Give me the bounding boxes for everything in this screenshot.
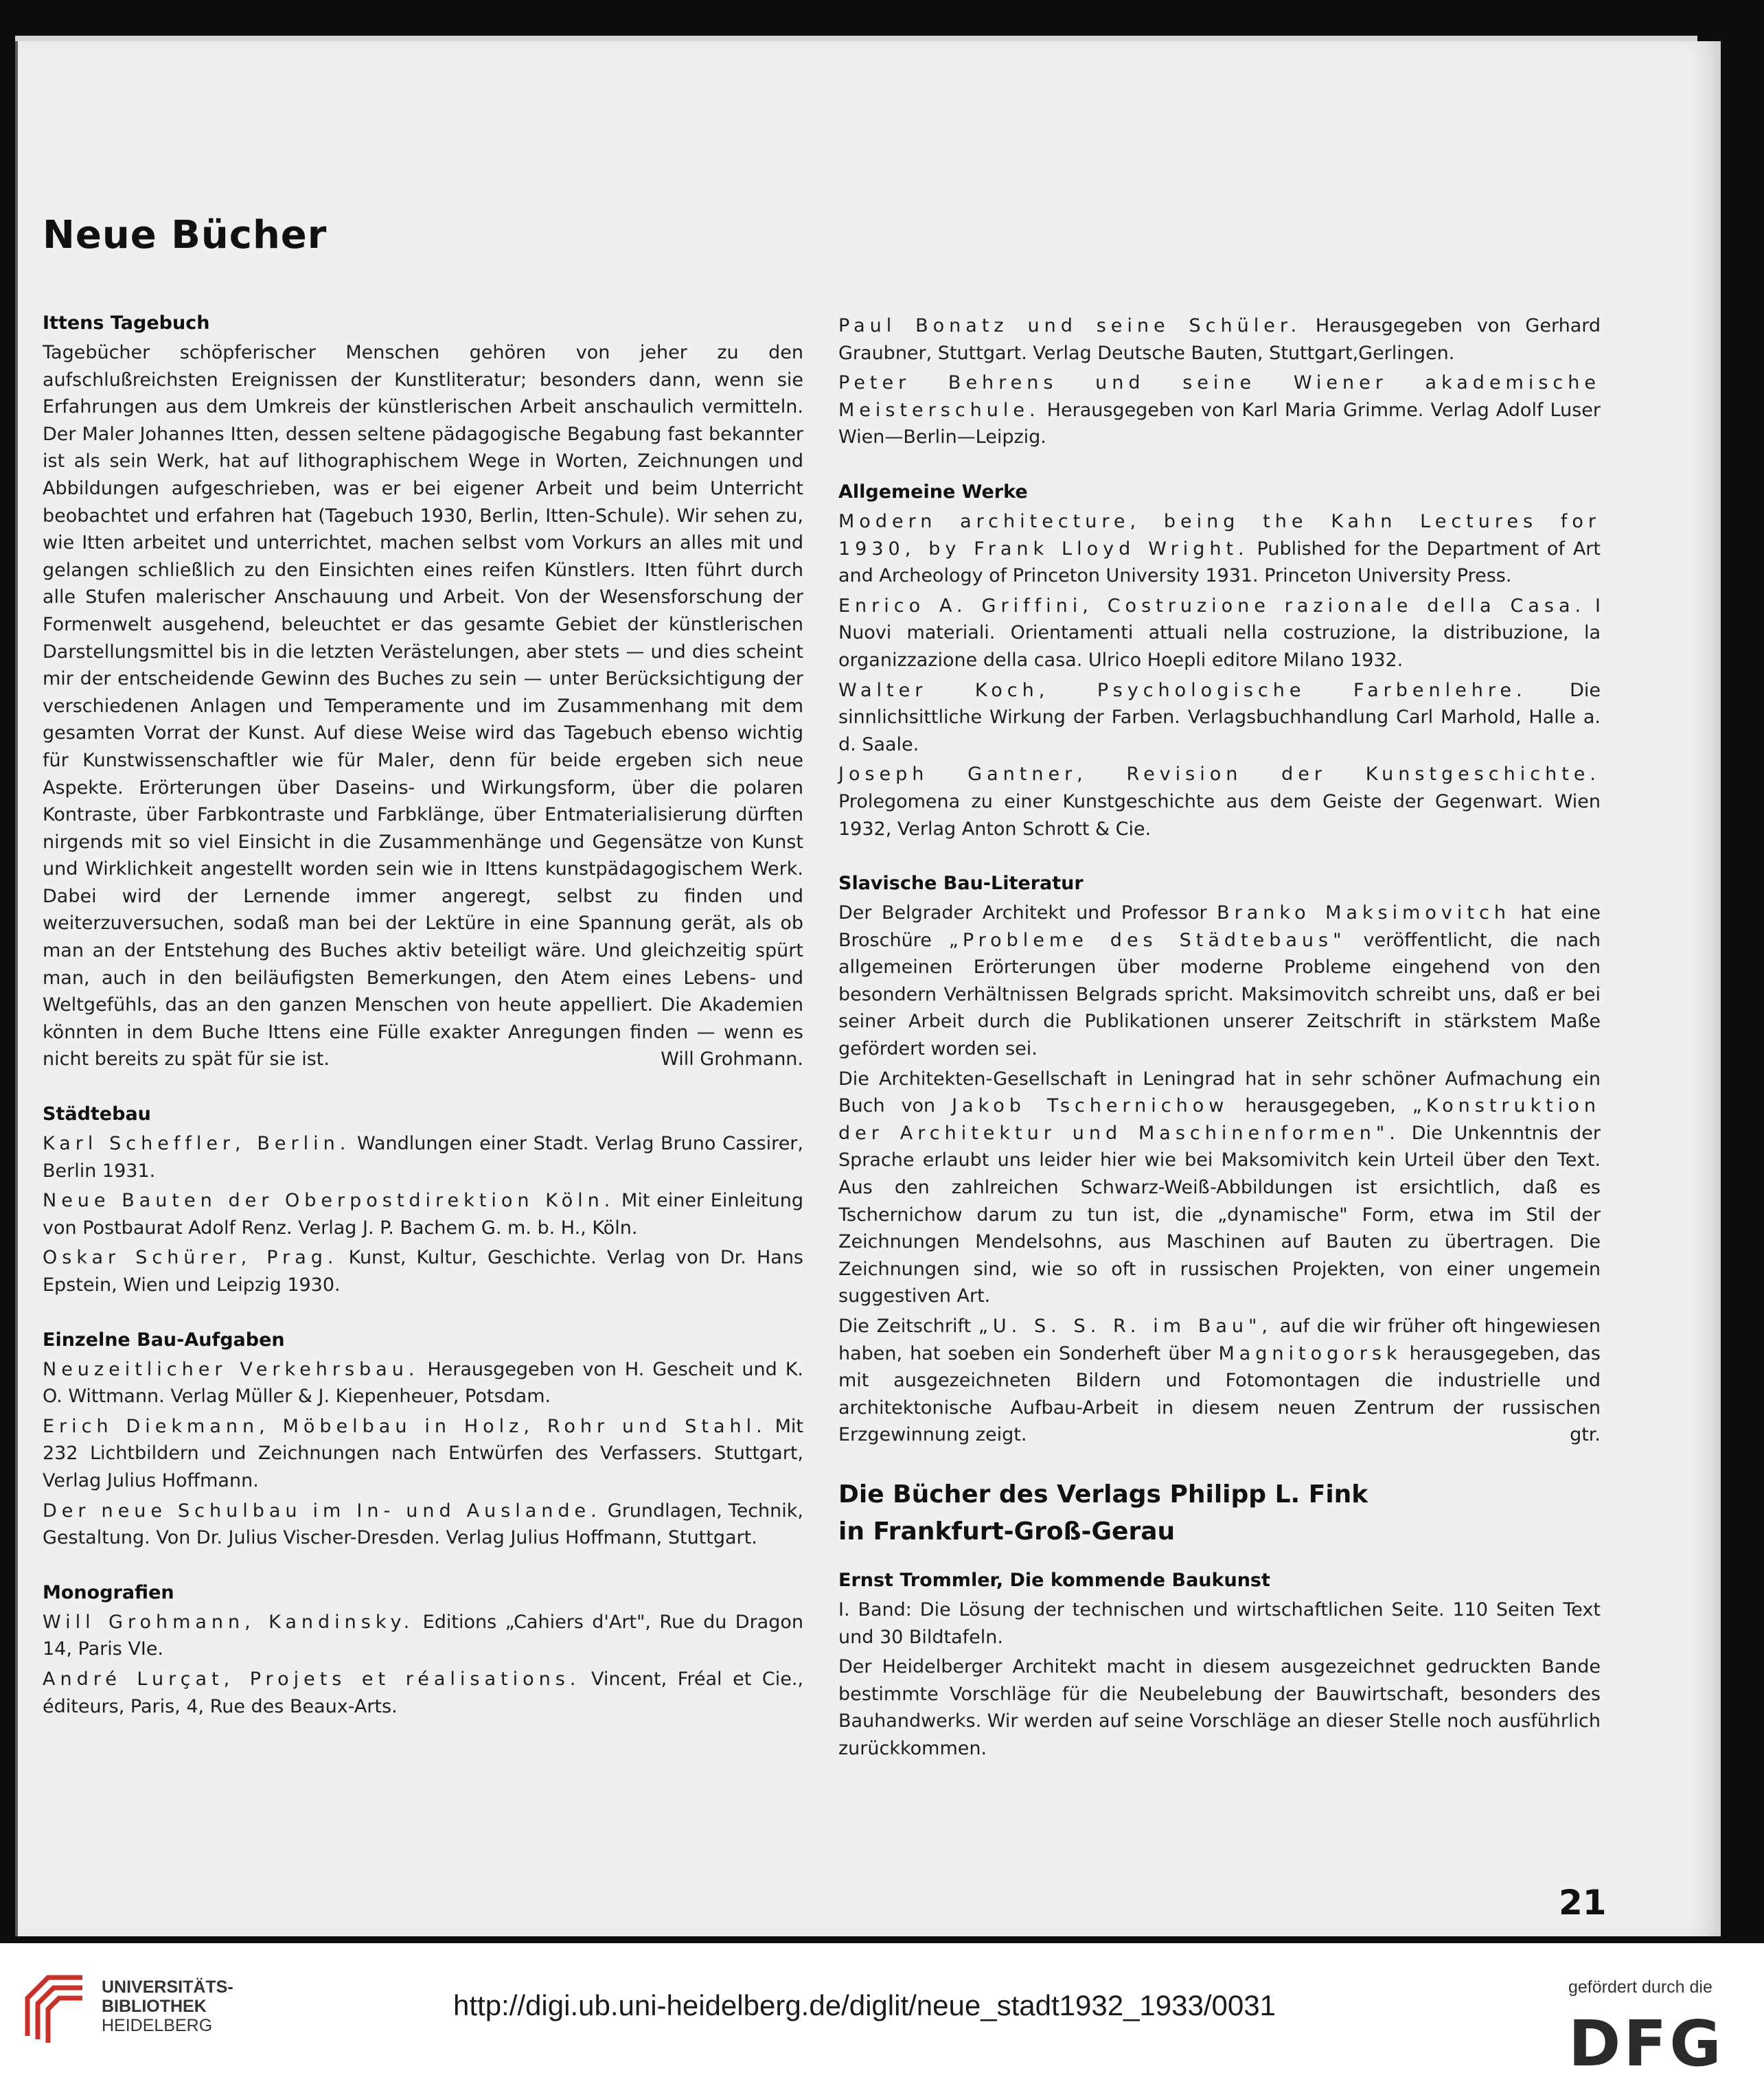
article-paragraph: Der Heidelberger Architekt macht in diesem ausgezeichnet gedruckten Bande bestimmte Vorschläge für die Neubelebung der Bauwirtschaft, besonders des Bauhandwerks. Wir werden auf seine Vorschläge an dieser Stelle noch ausführlich zurückkommen.	[838, 1656, 1601, 1759]
book-entry	[43, 1413, 803, 1495]
section-heading: Allgemeine Werke	[838, 481, 1028, 503]
book-details: Herausgegeben von H. Gescheit und K. O. Wittmann. Verlag Müller & J. Kiepenheuer, Potsdam.	[43, 1358, 803, 1408]
heading-line: Die Bücher des Verlags Philipp L. Fink	[838, 1480, 1368, 1509]
section-monografien	[43, 1582, 803, 1720]
book-title: Paul Bonatz und seine Schüler.	[838, 315, 1302, 336]
text-run: Der Belgrader Architekt und Professor	[838, 902, 1217, 924]
journal-title: „U. S. S. R. im Bau",	[978, 1316, 1273, 1337]
section-fink	[838, 1476, 1601, 1763]
book-title: Oskar Schürer, Prag.	[43, 1247, 339, 1269]
page-title: Neue Bücher	[43, 213, 328, 257]
article-paragraph	[838, 1066, 1601, 1310]
section-heading: Städtebau	[43, 1103, 151, 1125]
book-entry	[838, 508, 1601, 590]
book-entry	[43, 1666, 803, 1720]
document-url[interactable]: http://digi.ub.uni-heidelberg.de/diglit/neue_stadt1932_1933/0031	[453, 1989, 1276, 2021]
book-title: „Probleme des Städtebaus"	[948, 929, 1347, 951]
book-details: Vincent, Fréal et Cie., éditeurs, Paris, 4, Rue des Beaux-Arts.	[43, 1668, 803, 1717]
text-run: auf die wir früher oft hingewiesen haben, hat soeben ein Sonderheft über	[838, 1316, 1601, 1364]
book-details: Mit einer Einleitung von Postbaurat Adolf Renz. Verlag J. P. Bachem G. m. b. H., Köln.	[43, 1190, 803, 1239]
review-signature: gtr.	[1570, 1424, 1601, 1446]
book-title: André Lurçat, Projets et réalisations.	[43, 1668, 581, 1690]
right-column	[838, 312, 1601, 1793]
book-title: Joseph Gantner, Revision der Kunstgeschichte.	[838, 764, 1601, 786]
text-run: Die Zeitschrift	[838, 1316, 978, 1337]
heading-line: in Frankfurt-Groß-Gerau	[838, 1517, 1176, 1546]
text-run: herausgegeben, das mit ausgezeichneten Bildern und Fotomontagen die industrielle und architektonische Aufbau-Arbeit in diesem neuen Zentrum der russischen Erzgewinnung zeigt.	[838, 1342, 1601, 1446]
book-title: Modern architecture, being the Kahn Lectures for 1930, by Frank Lloyd Wright.	[838, 510, 1601, 560]
section-heading: Einzelne Bau-Aufgaben	[43, 1329, 285, 1351]
section-einzelne	[43, 1329, 803, 1552]
library-name	[102, 1978, 233, 2035]
book-title: Peter Behrens und seine Wiener akademische Meisterschule.	[838, 372, 1601, 421]
book-title: Will Grohmann, Kandinsky.	[43, 1611, 415, 1633]
section-allgemeine	[838, 481, 1601, 843]
text-run: hat eine Broschüre	[838, 902, 1601, 951]
book-details: Herausgegeben von Karl Maria Grimme. Verlag Adolf Luser Wien—Berlin—Leipzig.	[838, 399, 1601, 448]
review-body: Tagebücher schöpferischer Menschen gehören von jeher zu den aufschlußreichsten Ereignissen der Kunstliteratur; besonders dann, wenn sie Erfahrungen aus dem Umkreis der künstlerischen Arbeit anschaulich vermitteln. Der Maler Johannes Itten, dessen seltene pädagogische Begabung fast bekannter ist als sein Werk, hat auf lithographischem Wege in Worten, Zeichnungen und Abbildungen aufgeschrieben, was er bei eigener Arbeit und beim Unterricht beobachtet und erfahren hat (Tagebuch 1930, Berlin, Itten-Schule). Wir sehen zu, wie Itten arbeitet und unterrichtet, machen selbst vom Vorkurs an alles mit und gelangen schließlich zu den Einsichten eines reifen Künstlers. Itten führt durch alle Stufen malerischer Anschauung und Arbeit. Von der Wesensforschung der Formenwelt ausgehend, beleuchtet er das gesamte Gebiet der künstlerischen Darstellungsmittel bis in die letzten Verästelungen, aber stets — und dies scheint mir der entscheidende Gewinn des Buches zu sein — unter Berücksichtigung der verschiedenen Anlagen und Temperamente und im Zusammenhang mit dem gesamten Vorrat der Kunst. Auf diese Weise wird das Tagebuch ebenso wichtig für Kunstwissenschaftler wie für Maler, denn für beide ergeben sich neue Aspekte. Erörterungen über Daseins- und Wirkungsform, über die polaren Kontraste, über Farbkontraste und Farbklänge, über Entmaterialisierung dürften nirgends mit so viel Einsicht in die Zusammenhänge und Gegensätze von Kunst und Wirklichkeit angestellt worden sein wie in Ittens kunstpädagogischem Werk. Dabei wird der Lernende immer angeregt, selbst zu finden und weiterzuversuchen, sodaß man bei der Lektüre in eine Spannung gerät, als ob man an der Entstehung des Buches aktiv beteiligt wäre. Und gleichzeitig spürt man, auch in den beiläufigsten Bemerkungen, den Atem eines Lebens- und Weltgefühls, das an den ganzen Menschen von heute appelliert. Die Akademien könnten in dem Buche Ittens eine Fülle exakter Anregungen finden — wenn es nicht bereits zu spät für sie ist.	[43, 342, 803, 1070]
section-top-entries	[838, 312, 1601, 451]
article-paragraph	[838, 1313, 1601, 1449]
publisher-heading	[838, 1476, 1601, 1550]
book-details: Grundlagen, Technik, Gestaltung. Von Dr. Julius Vischer-Dresden. Verlag Julius Hoffmann, Stuttgart.	[43, 1500, 803, 1549]
review-signature: Will Grohmann.	[661, 1048, 803, 1070]
book-title: Erich Diekmann, Möbelbau in Holz, Rohr und Stahl.	[43, 1415, 767, 1437]
book-title: „Konstruktion der Architektur und Maschinenformen".	[838, 1095, 1601, 1144]
section-heading: Ernst Trommler, Die kommende Baukunst	[838, 1569, 1270, 1591]
text-run: Die Unkenntnis der Sprache erlaubt uns leider hier wie bei Maksomivitch kein Urteil über den Text. Aus den zahlreichen Schwarz-Weiß-Abbildungen ist ersichtlich, daß es Tschernichow darum zu tun ist, die „dynamische" Form, etwa im Stil der Zeichnungen Mendelsohns, aus Maschinen auf Bauten zu übertragen. Die Zeichnungen sind, wie so oft in russischen Projekten, von einer ungemein suggestiven Art.	[838, 1122, 1601, 1307]
book-entry	[43, 1187, 803, 1241]
article-paragraph	[838, 899, 1601, 1063]
library-name-line: HEIDELBERG	[102, 2016, 213, 2035]
book-title: Der neue Schulbau im In- und Auslande.	[43, 1500, 602, 1522]
library-name-line: BIBLIOTHEK	[102, 1997, 207, 2016]
review-text	[43, 339, 803, 1073]
book-title: Neuzeitlicher Verkehrsbau.	[43, 1358, 420, 1380]
book-entry	[838, 369, 1601, 451]
section-staedtebau	[43, 1103, 803, 1299]
funding-label: gefördert durch die	[1568, 1978, 1713, 1997]
dfg-logo	[1568, 2012, 1747, 2076]
section-heading: Slavische Bau-Literatur	[838, 873, 1084, 895]
ub-heidelberg-logo-icon	[21, 1971, 89, 2049]
book-entry	[43, 1498, 803, 1552]
book-entry	[43, 1609, 803, 1663]
book-title: Walter Koch, Psychologische Farbenlehre.	[838, 679, 1527, 701]
dfg-logo-text: DFG	[1568, 2012, 1724, 2074]
section-heading: Ittens Tagebuch	[43, 312, 210, 334]
book-entry	[43, 1356, 803, 1410]
library-name-line: UNIVERSITÄTS-	[102, 1978, 233, 1997]
book-entry	[43, 1130, 803, 1184]
text-run: herausgegeben,	[1228, 1095, 1412, 1117]
book-entry	[838, 677, 1601, 759]
section-ittens	[43, 312, 803, 1073]
place-name: Magnitogorsk	[1218, 1342, 1402, 1364]
book-details: Herausgegeben von Gerhard Graubner, Stuttgart. Verlag Deutsche Bauten, Stuttgart,Gerlingen.	[838, 315, 1601, 364]
person-name: Jakob Tschernichow	[952, 1095, 1229, 1117]
text-run: veröffentlicht, die nach allgemeinen Erörterungen über moderne Probleme eingehend von den besondern Verhältnissen Belgrads spricht. Maksimovitch schreibt uns, daß er bei seiner Arbeit durch die Publikationen unserer Zeitschrift in stärkstem Maße gefördert worden sei.	[838, 929, 1601, 1060]
book-details: Prolegomena zu einer Kunstgeschichte aus dem Geiste der Gegenwart. Wien 1932, Verlag Anton Schrott & Cie.	[838, 790, 1601, 840]
book-details: Kunst, Kultur, Geschichte. Verlag von Dr. Hans Epstein, Wien und Leipzig 1930.	[43, 1247, 803, 1296]
section-heading: Monografien	[43, 1581, 174, 1603]
book-page	[15, 41, 1721, 1936]
left-column	[43, 312, 803, 1750]
book-details: Wandlungen einer Stadt. Verlag Bruno Cassirer, Berlin 1931.	[43, 1133, 803, 1182]
book-title: Enrico A. Griffini, Costruzione razionale della Casa.	[838, 595, 1586, 617]
section-slavische	[838, 873, 1601, 1449]
text-run: Die Architekten-Gesellschaft in Leningrad hat in sehr schöner Aufmachung ein Buch von	[838, 1068, 1601, 1117]
dfg-logo-icon	[1568, 2012, 1747, 2074]
book-details: Mit 232 Lichtbildern und Zeichnungen nach Entwürfen des Verfassers. Stuttgart, Verlag Julius Hoffmann.	[43, 1415, 803, 1491]
book-details: Editions „Cahiers d'Art", Rue du Dragon 14, Paris VIe.	[43, 1611, 803, 1660]
book-title: Karl Scheffler, Berlin.	[43, 1133, 351, 1155]
book-details: Published for the Department of Art and Archeology of Princeton University 1931. Princeton University Press.	[838, 538, 1601, 587]
book-details: Die sinnlichsittliche Wirkung der Farben. Verlagsbuchhandlung Carl Marhold, Halle a. d. Saale.	[838, 679, 1601, 755]
person-name: Branko Maksimovitch	[1217, 902, 1511, 924]
book-entry	[43, 1244, 803, 1298]
library-footer	[0, 1943, 1764, 2086]
book-details: I Nuovi materiali. Orientamenti attuali nella costruzione, la distribuzione, la organizzazione della casa. Ulrico Hoepli editore Milano 1932.	[838, 595, 1601, 671]
article-paragraph: I. Band: Die Lösung der technischen und wirtschaftlichen Seite. 110 Seiten Text und 30 Bildtafeln.	[838, 1598, 1601, 1648]
book-title: Neue Bauten der Oberpostdirektion Köln.	[43, 1190, 615, 1212]
book-entry	[838, 593, 1601, 674]
page-number: 21	[1559, 1883, 1607, 1923]
book-entry	[838, 761, 1601, 843]
book-entry	[838, 312, 1601, 367]
